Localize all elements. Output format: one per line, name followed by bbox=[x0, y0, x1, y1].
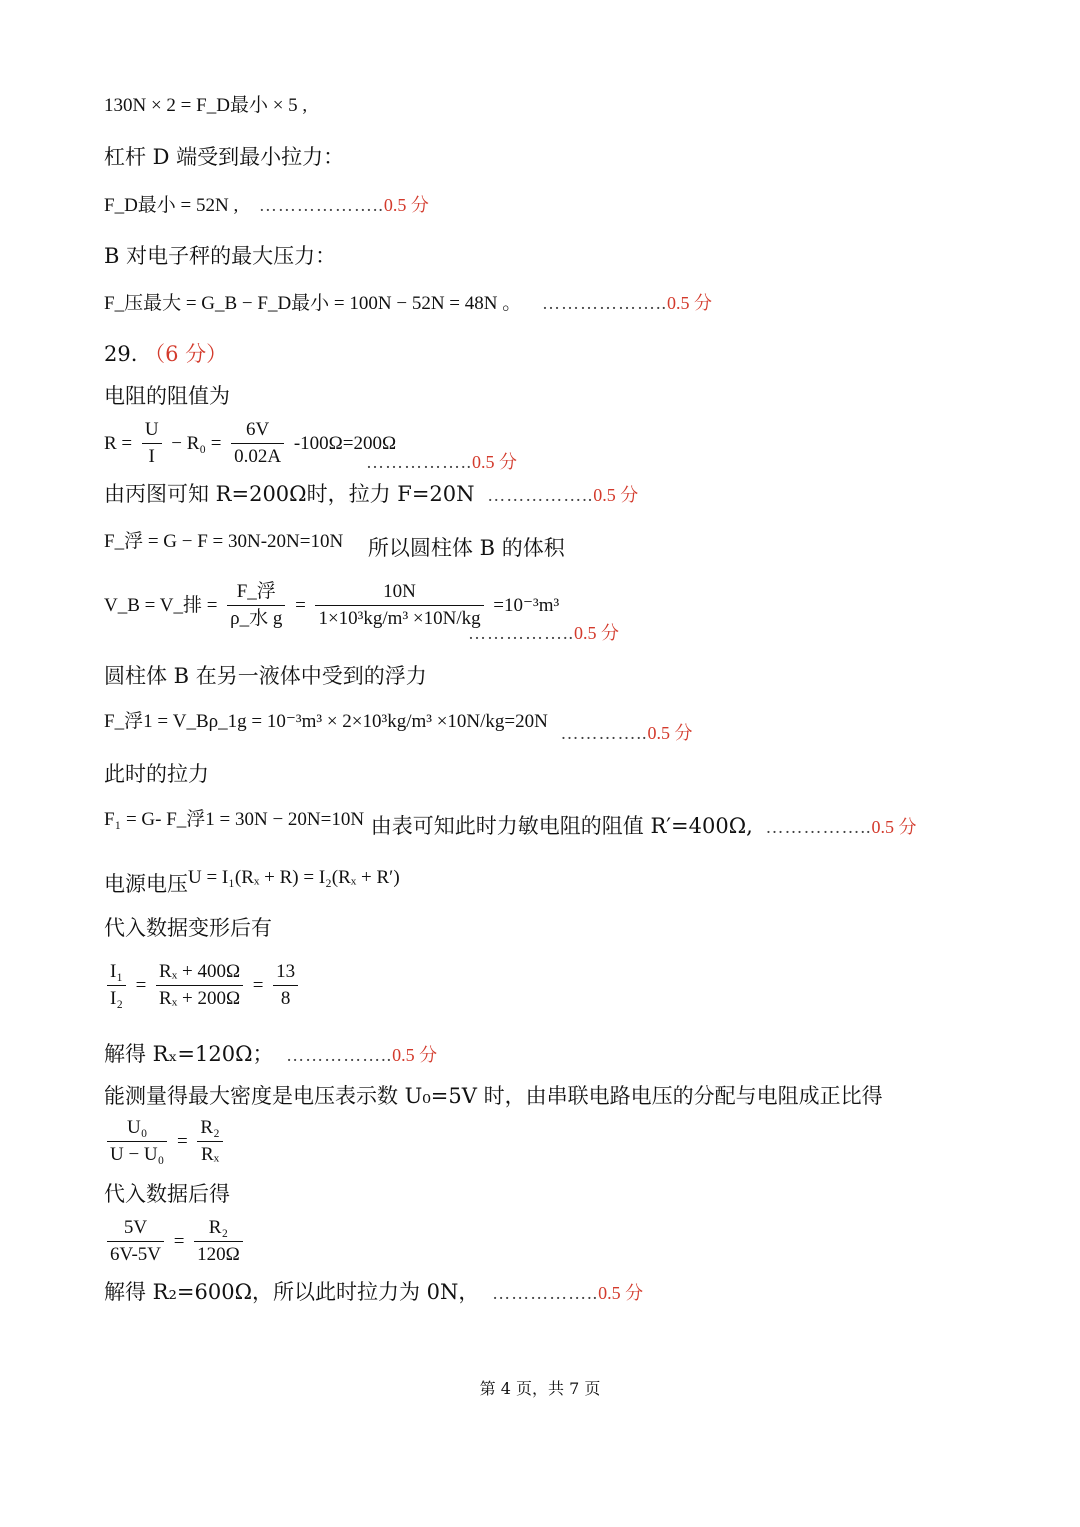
score-dots: ………….. bbox=[560, 723, 648, 743]
equation-tension bbox=[104, 804, 917, 838]
text-line bbox=[104, 480, 638, 509]
fraction bbox=[315, 580, 483, 631]
denominator: U − U₀ bbox=[110, 1144, 165, 1165]
equation-text: F_D最小 = 52N , bbox=[104, 195, 239, 216]
eq-part: =10⁻³m³ bbox=[493, 595, 560, 616]
score-dots: …………….. bbox=[487, 485, 594, 505]
text-line bbox=[104, 662, 427, 690]
denominator: 120Ω bbox=[197, 1244, 240, 1265]
numerator: 10N bbox=[315, 580, 483, 606]
score-dots: …………….. bbox=[765, 817, 872, 837]
equation-resistance bbox=[104, 418, 396, 469]
text-line bbox=[104, 1040, 437, 1069]
equation-buoyancy bbox=[104, 526, 565, 560]
denominator: Rₓ bbox=[200, 1144, 220, 1165]
fraction bbox=[197, 1116, 222, 1167]
equation-text: F₁ = G- F_浮1 = 30N − 20N=10N bbox=[104, 809, 365, 830]
score-value: 0.5 分 bbox=[383, 195, 429, 215]
score-value: 0.5 分 bbox=[593, 485, 639, 505]
text-line bbox=[104, 914, 272, 942]
fraction bbox=[231, 418, 284, 469]
denominator: ρ_水 g bbox=[230, 608, 283, 629]
score-dots: …………….. bbox=[468, 623, 574, 643]
score-value: 0.5 分 bbox=[647, 723, 693, 743]
text-line bbox=[104, 1180, 230, 1208]
text-content: 此时的拉力 bbox=[104, 762, 209, 786]
equation-buoyancy-2 bbox=[104, 706, 693, 743]
text-content: 由丙图可知 R=200Ω时，拉力 F=20N bbox=[104, 482, 475, 506]
fraction bbox=[107, 1116, 167, 1167]
denominator: 6V-5V bbox=[110, 1244, 162, 1265]
text-content: 由表可知此时力敏电阻的阻值 R′=400Ω, bbox=[370, 814, 753, 838]
numerator: F_浮 bbox=[227, 580, 285, 606]
fraction bbox=[194, 1216, 243, 1267]
denominator: I₂ bbox=[110, 988, 123, 1009]
text-content: 代入数据后得 bbox=[104, 1182, 230, 1206]
equation-voltage bbox=[104, 862, 400, 896]
fraction bbox=[273, 960, 298, 1011]
question-heading bbox=[104, 340, 227, 368]
text-content: 能测量得最大密度是电压表示数 U₀=5V 时，由串联电路电压的分配与电阻成正比得 bbox=[104, 1084, 883, 1108]
numerator: 5V bbox=[107, 1216, 164, 1242]
score-value: 0.5 分 bbox=[472, 452, 517, 472]
text-content: 杠杆 D 端受到最小拉力： bbox=[104, 145, 345, 169]
text-line bbox=[104, 143, 344, 171]
text-content: 代入数据变形后有 bbox=[104, 916, 272, 940]
fraction bbox=[107, 1216, 164, 1267]
numerator: I₁ bbox=[107, 960, 126, 986]
text-content: B 对电子秤的最大压力： bbox=[104, 244, 337, 268]
score-value: 0.5 分 bbox=[666, 293, 712, 313]
score-mark bbox=[366, 447, 517, 476]
page-footer: 第 4 页，共 7 页 bbox=[479, 1379, 601, 1398]
score-dots: ……………….. bbox=[541, 293, 667, 313]
numerator: U₀ bbox=[107, 1116, 167, 1142]
text-content: 解得 Rₓ=120Ω； bbox=[104, 1042, 274, 1066]
fraction bbox=[227, 580, 285, 631]
denominator: 8 bbox=[280, 988, 291, 1009]
score-dots: ……………….. bbox=[258, 195, 384, 215]
equation-lever-balance bbox=[104, 90, 307, 120]
denominator: Rₓ + 200Ω bbox=[159, 988, 241, 1009]
text-line bbox=[104, 760, 209, 788]
numerator: 13 bbox=[273, 960, 298, 986]
fraction bbox=[107, 960, 126, 1011]
question-number: 29. bbox=[104, 342, 145, 366]
text-content: 电阻的阻值为 bbox=[104, 384, 230, 408]
numerator: U bbox=[142, 418, 162, 444]
eq-part: R = bbox=[104, 433, 133, 454]
eq-part: − R₀ = bbox=[171, 433, 222, 454]
equation-text: F_浮 = G − F = 30N-20N=10N bbox=[104, 531, 344, 552]
numerator: 6V bbox=[231, 418, 284, 444]
equation-substituted-ratio: $\frac{5V}{6V-5V}$ = $\frac{\text{R₂}}{120\Omega}$ bbox=[104, 1216, 246, 1267]
text-line bbox=[104, 1082, 883, 1110]
denominator: I bbox=[148, 446, 155, 467]
denominator: 1×10³kg/m³ ×10N/kg bbox=[318, 608, 481, 629]
equation-text: F_压最大 = G_B − F_D最小 = 100N − 52N = 48N 。 bbox=[104, 293, 522, 314]
score-value: 0.5 分 bbox=[871, 817, 917, 837]
equation-text: F_浮1 = V_Bρ_1g = 10⁻³m³ × 2×10³kg/m³ ×10N/kg=20N bbox=[104, 711, 548, 732]
score-dots: …………….. bbox=[366, 452, 472, 472]
text-line bbox=[104, 1278, 643, 1307]
text-content: 电源电压 bbox=[104, 872, 188, 896]
score-mark bbox=[259, 195, 429, 215]
numerator: R₂ bbox=[197, 1116, 222, 1142]
denominator: 0.02A bbox=[234, 446, 282, 467]
equation-voltage-ratio: $\frac{\text{U₀}}{\text{U − U₀}}$ = $\frac{\text{R₂}}{\text{Rₓ}}$ bbox=[104, 1116, 226, 1167]
text-line bbox=[104, 382, 230, 410]
question-points: （6 分） bbox=[144, 342, 228, 366]
equation-text: U = I₁(Rₓ + R) = I₂(Rₓ + R′) bbox=[188, 867, 400, 888]
equation-max-pressure bbox=[104, 288, 712, 318]
equation-current-ratio: $\frac{\text{I₁}}{\text{I₂}}$ = $\frac{\text{Rₓ + 400Ω}}{\text{Rₓ + 200Ω}}$ = $\frac{13}{8}$ bbox=[104, 960, 301, 1011]
text-content: 所以圆柱体 B 的体积 bbox=[367, 536, 565, 560]
score-value: 0.5 分 bbox=[574, 623, 619, 643]
numerator: Rₓ + 400Ω bbox=[156, 960, 243, 986]
fraction bbox=[142, 418, 162, 469]
equation-text: 130N × 2 = F_D最小 × 5 , bbox=[104, 95, 308, 116]
fraction bbox=[156, 960, 243, 1011]
score-value: 0.5 分 bbox=[598, 1283, 644, 1303]
score-mark bbox=[468, 618, 619, 647]
eq-part: V_B = V_排 = bbox=[104, 595, 218, 616]
text-line bbox=[104, 242, 336, 270]
equation-volume: V_B = V_排 = $\frac{\text{F\_浮}}{\text{ρ\_水 g}}$ = $\frac{10N}{\text{1×10³kg/m³ ×10N/kg}}$ =10⁻³m³ bbox=[104, 581, 560, 629]
text-content: 解得 R₂=600Ω，所以此时拉力为 0N， bbox=[104, 1280, 480, 1304]
score-dots: …………….. bbox=[286, 1045, 393, 1065]
equation-fd-min bbox=[104, 190, 429, 220]
text-content: 圆柱体 B 在另一液体中受到的浮力 bbox=[104, 664, 427, 688]
score-dots: …………….. bbox=[492, 1283, 599, 1303]
score-value: 0.5 分 bbox=[392, 1045, 438, 1065]
numerator: R₂ bbox=[194, 1216, 243, 1242]
score-mark bbox=[542, 293, 712, 313]
eq-part: -100Ω=200Ω bbox=[293, 433, 397, 454]
